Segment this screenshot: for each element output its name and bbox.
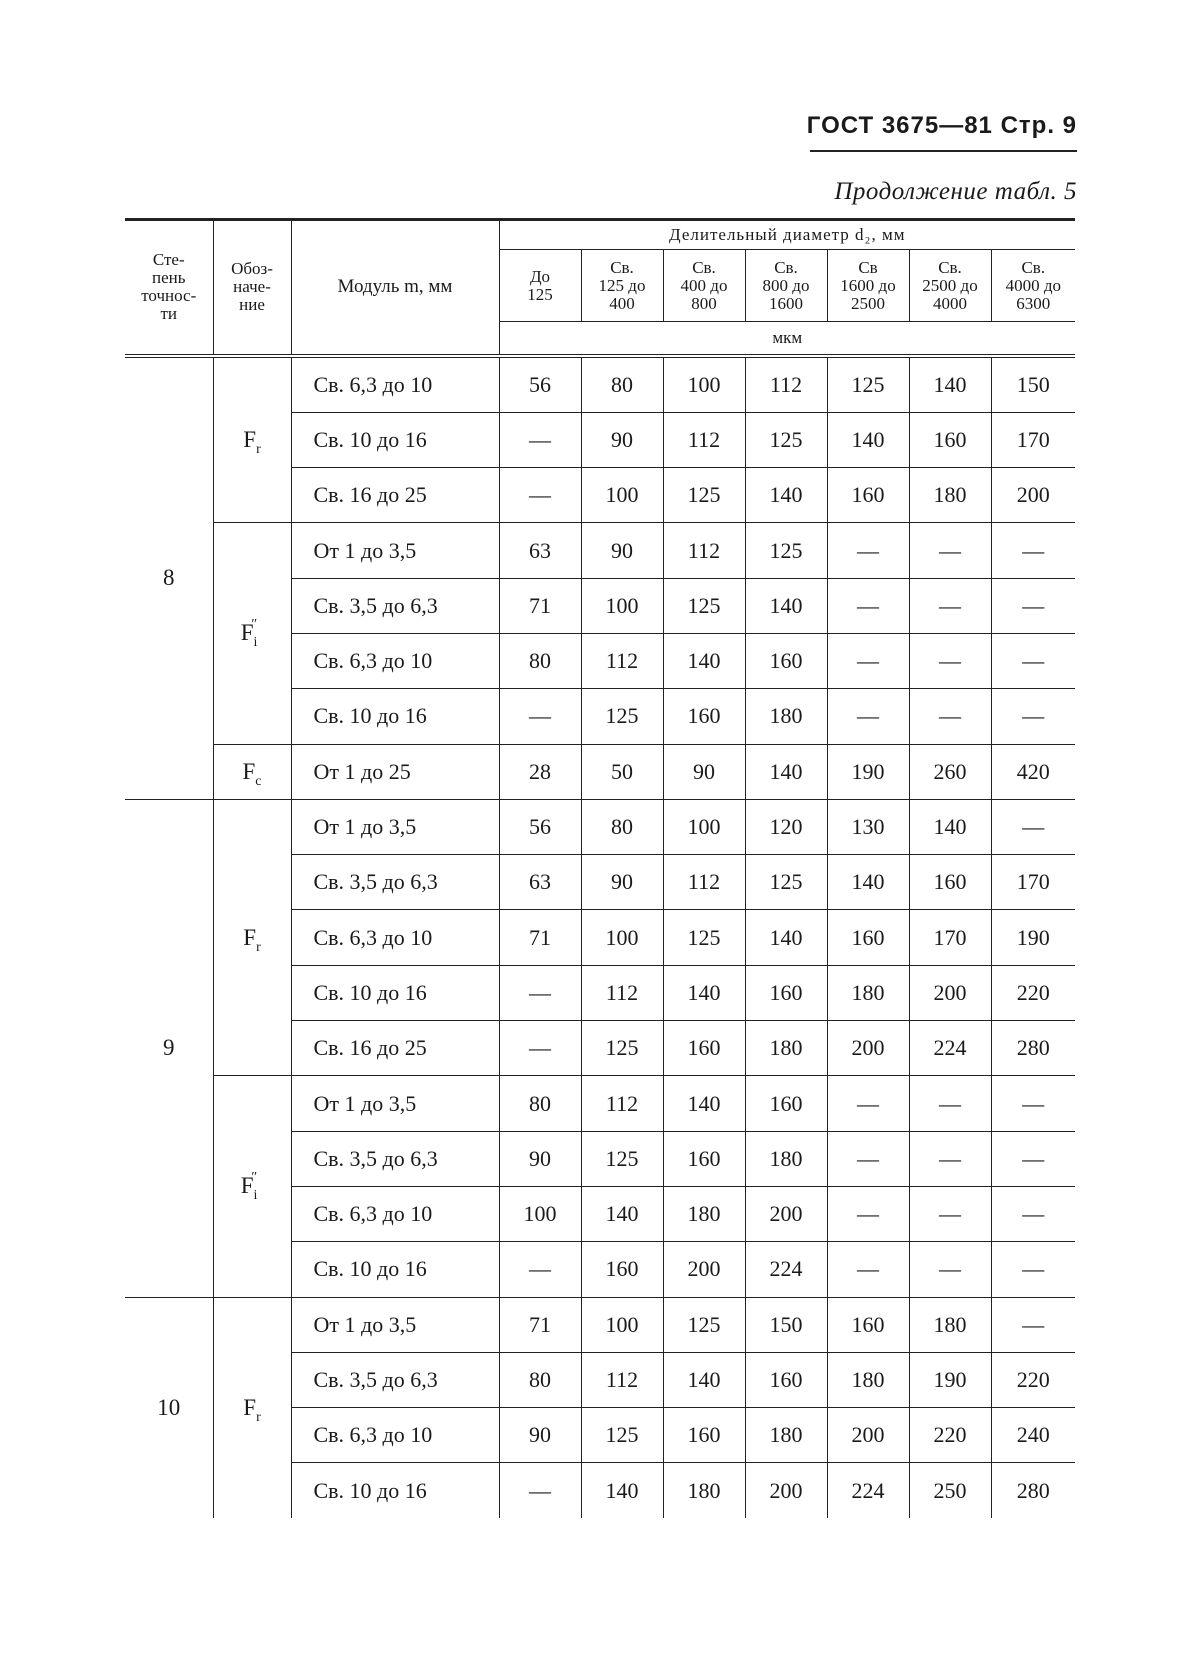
value-cell: 140 — [663, 1076, 745, 1131]
value-cell: 80 — [499, 1352, 581, 1407]
module-cell: Св. 10 до 16 — [291, 1463, 499, 1518]
module-cell: Св. 6,3 до 10 — [291, 910, 499, 965]
value-cell: — — [499, 1021, 581, 1076]
value-cell: — — [909, 523, 991, 578]
table-row — [125, 356, 1075, 413]
designation-cell — [213, 799, 291, 1075]
module-cell: Св. 3,5 до 6,3 — [291, 578, 499, 633]
value-cell: 112 — [745, 356, 827, 413]
value-cell: 140 — [745, 578, 827, 633]
value-cell: — — [909, 1131, 991, 1186]
table-row — [125, 1076, 1075, 1131]
value-cell: 200 — [745, 1463, 827, 1518]
value-cell: 125 — [663, 578, 745, 633]
value-cell: 224 — [909, 1021, 991, 1076]
module-cell: Св. 3,5 до 6,3 — [291, 855, 499, 910]
value-cell: 90 — [581, 412, 663, 467]
value-cell: 220 — [991, 1352, 1075, 1407]
document-reference: ГОСТ 3675—81 Стр. 9 — [806, 112, 1077, 139]
value-cell: — — [991, 1242, 1075, 1297]
module-cell: Св. 6,3 до 10 — [291, 1408, 499, 1463]
designation-base: F — [243, 924, 257, 950]
value-cell: 140 — [827, 412, 909, 467]
table-row — [125, 523, 1075, 578]
designation-cell — [213, 356, 291, 523]
value-cell: 63 — [499, 855, 581, 910]
col-header-diameter: Делительный диаметр d₂, мм — [499, 220, 1075, 250]
value-cell: 50 — [581, 744, 663, 799]
value-cell: — — [909, 578, 991, 633]
value-cell: 180 — [909, 468, 991, 523]
value-cell: — — [827, 1186, 909, 1241]
module-cell: Св. 10 до 16 — [291, 1242, 499, 1297]
value-cell: — — [499, 689, 581, 744]
value-cell: 160 — [663, 1021, 745, 1076]
value-cell: 224 — [745, 1242, 827, 1297]
value-cell: 112 — [581, 1076, 663, 1131]
value-cell: — — [499, 965, 581, 1020]
value-cell: 200 — [745, 1186, 827, 1241]
value-cell: 200 — [991, 468, 1075, 523]
value-cell: 71 — [499, 910, 581, 965]
value-cell: 140 — [909, 799, 991, 854]
value-cell: 200 — [663, 1242, 745, 1297]
value-cell: 180 — [745, 1021, 827, 1076]
table-header — [125, 220, 1075, 356]
value-cell: 80 — [499, 1076, 581, 1131]
col-header-range-6: Св. 2500 до 4000 — [909, 250, 991, 322]
value-cell: 220 — [991, 965, 1075, 1020]
value-cell: 160 — [827, 910, 909, 965]
value-cell: 112 — [663, 412, 745, 467]
value-cell: 180 — [827, 1352, 909, 1407]
value-cell: — — [827, 523, 909, 578]
col-header-range-5: Св 1600 до 2500 — [827, 250, 909, 322]
value-cell: — — [827, 1242, 909, 1297]
degree-cell: 10 — [125, 1297, 213, 1518]
module-cell: Св. 6,3 до 10 — [291, 356, 499, 413]
value-cell: 80 — [581, 356, 663, 413]
value-cell: 71 — [499, 578, 581, 633]
designation-prime: ″ — [251, 1170, 258, 1186]
value-cell: 170 — [991, 855, 1075, 910]
value-cell: 63 — [499, 523, 581, 578]
value-cell: 71 — [499, 1297, 581, 1352]
value-cell: 100 — [663, 799, 745, 854]
value-cell: 125 — [745, 523, 827, 578]
value-cell: — — [827, 689, 909, 744]
designation-base: F — [243, 1394, 257, 1420]
tolerance-table — [125, 218, 1075, 1518]
value-cell: — — [991, 1186, 1075, 1241]
module-cell: Св. 10 до 16 — [291, 689, 499, 744]
value-cell: 180 — [745, 1408, 827, 1463]
value-cell: — — [909, 689, 991, 744]
designation-base: F — [242, 758, 256, 784]
value-cell: — — [499, 1463, 581, 1518]
module-cell: Св. 6,3 до 10 — [291, 1186, 499, 1241]
value-cell: 125 — [745, 412, 827, 467]
designation-subscript: r — [256, 441, 261, 457]
value-cell: 112 — [581, 1352, 663, 1407]
value-cell: 56 — [499, 356, 581, 413]
value-cell: 200 — [827, 1408, 909, 1463]
degree-cell: 9 — [125, 799, 213, 1297]
designation-base: F — [243, 426, 257, 452]
value-cell: 150 — [745, 1297, 827, 1352]
col-header-degree: Сте- пень точнос- ти — [125, 220, 213, 356]
value-cell: — — [827, 1131, 909, 1186]
value-cell: 220 — [909, 1408, 991, 1463]
designation-base: F — [240, 620, 254, 646]
value-cell: 100 — [581, 468, 663, 523]
value-cell: 160 — [827, 1297, 909, 1352]
value-cell: — — [499, 468, 581, 523]
value-cell: — — [991, 523, 1075, 578]
value-cell: 125 — [663, 468, 745, 523]
designation-subscript: i — [253, 635, 258, 651]
value-cell: 160 — [663, 1131, 745, 1186]
value-cell: 140 — [663, 633, 745, 688]
value-cell: — — [499, 412, 581, 467]
value-cell: 125 — [663, 1297, 745, 1352]
value-cell: 180 — [745, 689, 827, 744]
value-cell: — — [827, 578, 909, 633]
designation-cell — [213, 1076, 291, 1297]
value-cell: 56 — [499, 799, 581, 854]
value-cell: 125 — [745, 855, 827, 910]
value-cell: 125 — [663, 910, 745, 965]
designation-subscript: r — [256, 1409, 261, 1425]
value-cell: 160 — [581, 1242, 663, 1297]
designation-prime: ″ — [251, 617, 258, 633]
value-cell: 140 — [663, 1352, 745, 1407]
value-cell: 180 — [663, 1186, 745, 1241]
col-header-range-3: Св. 400 до 800 — [663, 250, 745, 322]
value-cell: — — [991, 799, 1075, 854]
value-cell: 160 — [909, 412, 991, 467]
header-rule — [810, 150, 1077, 152]
value-cell: 280 — [1016, 1477, 1050, 1503]
value-cell: 90 — [581, 523, 663, 578]
value-cell: 112 — [581, 965, 663, 1020]
value-cell: — — [991, 1131, 1075, 1186]
value-cell: 120 — [745, 799, 827, 854]
value-cell: 160 — [745, 1352, 827, 1407]
value-cell: 140 — [745, 468, 827, 523]
module-cell: Св. 3,5 до 6,3 — [291, 1131, 499, 1186]
value-cell: 125 — [581, 689, 663, 744]
value-cell: 420 — [991, 744, 1075, 799]
designation-cell — [213, 744, 291, 799]
value-cell: 180 — [745, 1131, 827, 1186]
value-cell: 112 — [581, 633, 663, 688]
value-cell: 280 — [991, 1021, 1075, 1076]
module-cell: От 1 до 25 — [291, 744, 499, 799]
value-cell: — — [991, 1076, 1075, 1131]
value-cell: 100 — [581, 1297, 663, 1352]
table-continuation-caption: Продолжение табл. 5 — [834, 178, 1077, 205]
value-cell: 250 — [909, 1463, 991, 1518]
value-cell: 140 — [663, 965, 745, 1020]
col-header-module: Модуль m, мм — [291, 220, 499, 356]
module-cell: От 1 до 3,5 — [291, 799, 499, 854]
value-cell: 190 — [909, 1352, 991, 1407]
value-cell: 125 — [581, 1131, 663, 1186]
value-cell: 80 — [499, 633, 581, 688]
value-cell: — — [991, 578, 1075, 633]
value-cell: 190 — [827, 744, 909, 799]
col-header-range-1: До 125 — [499, 250, 581, 322]
col-header-range-4: Св. 800 до 1600 — [745, 250, 827, 322]
value-cell: — — [909, 1242, 991, 1297]
value-cell: 160 — [745, 633, 827, 688]
value-cell: 170 — [991, 412, 1075, 467]
value-cell: 200 — [909, 965, 991, 1020]
designation-cell — [213, 1297, 291, 1518]
value-cell: 125 — [827, 356, 909, 413]
value-cell: 180 — [827, 965, 909, 1020]
value-cell: 100 — [663, 356, 745, 413]
value-cell: 160 — [663, 689, 745, 744]
module-cell: Св. 16 до 25 — [291, 468, 499, 523]
value-cell: 112 — [663, 523, 745, 578]
value-cell: 190 — [991, 910, 1075, 965]
value-cell: 180 — [663, 1463, 745, 1518]
designation-subscript: r — [256, 939, 261, 955]
value-cell: 160 — [745, 965, 827, 1020]
value-cell: 140 — [745, 744, 827, 799]
col-header-designation: Обоз- наче- ние — [213, 220, 291, 356]
table-row — [125, 1297, 1075, 1352]
value-cell: — — [909, 633, 991, 688]
module-cell: Св. 16 до 25 — [291, 1021, 499, 1076]
table-row — [125, 799, 1075, 854]
value-cell: 180 — [909, 1297, 991, 1352]
value-cell: 90 — [499, 1131, 581, 1186]
module-cell: От 1 до 3,5 — [291, 1076, 499, 1131]
value-cell: 224 — [827, 1463, 909, 1518]
col-header-range-2: Св. 125 до 400 — [581, 250, 663, 322]
module-cell: Св. 3,5 до 6,3 — [291, 1352, 499, 1407]
value-cell: 80 — [581, 799, 663, 854]
value-cell: — — [499, 1242, 581, 1297]
module-cell: От 1 до 3,5 — [291, 1297, 499, 1352]
value-cell: 240 — [991, 1408, 1075, 1463]
module-cell: Св. 6,3 до 10 — [291, 633, 499, 688]
value-cell: 90 — [663, 744, 745, 799]
value-cell: 100 — [581, 910, 663, 965]
value-cell: 140 — [581, 1463, 663, 1518]
table — [125, 218, 1075, 1518]
value-cell: — — [827, 1076, 909, 1131]
value-cell: 125 — [581, 1408, 663, 1463]
col-header-range-7: Св. 4000 до 6300 — [991, 250, 1075, 322]
value-cell: 140 — [827, 855, 909, 910]
designation-subscript: i — [253, 1188, 258, 1204]
module-cell: Св. 10 до 16 — [291, 965, 499, 1020]
value-cell: 100 — [581, 578, 663, 633]
value-cell: — — [909, 1186, 991, 1241]
designation-base: F — [240, 1173, 254, 1199]
module-cell: Св. 10 до 16 — [291, 412, 499, 467]
value-cell: — — [991, 1297, 1075, 1352]
value-cell: 140 — [745, 910, 827, 965]
col-header-unit: мкм — [499, 322, 1075, 356]
value-cell: 140 — [581, 1186, 663, 1241]
value-cell: — — [991, 689, 1075, 744]
value-cell: 112 — [663, 855, 745, 910]
value-cell: 125 — [581, 1021, 663, 1076]
value-cell: 130 — [827, 799, 909, 854]
value-cell: — — [991, 633, 1075, 688]
value-cell: 90 — [499, 1408, 581, 1463]
degree-cell: 8 — [125, 356, 213, 800]
value-cell: 100 — [499, 1186, 581, 1241]
value-cell: 260 — [909, 744, 991, 799]
table-row — [125, 744, 1075, 799]
table-body — [125, 356, 1075, 1518]
module-cell: От 1 до 3,5 — [291, 523, 499, 578]
value-cell: 28 — [499, 744, 581, 799]
designation-subscript: c — [255, 773, 262, 789]
value-cell: 140 — [909, 356, 991, 413]
value-cell: — — [827, 633, 909, 688]
value-cell: 160 — [827, 468, 909, 523]
value-cell: 170 — [909, 910, 991, 965]
value-cell: 200 — [827, 1021, 909, 1076]
value-cell: 90 — [581, 855, 663, 910]
value-cell: — — [909, 1076, 991, 1131]
value-cell: 150 — [991, 356, 1075, 413]
value-cell: 160 — [663, 1408, 745, 1463]
value-cell: 160 — [745, 1076, 827, 1131]
value-cell: 160 — [909, 855, 991, 910]
designation-cell — [213, 523, 291, 744]
